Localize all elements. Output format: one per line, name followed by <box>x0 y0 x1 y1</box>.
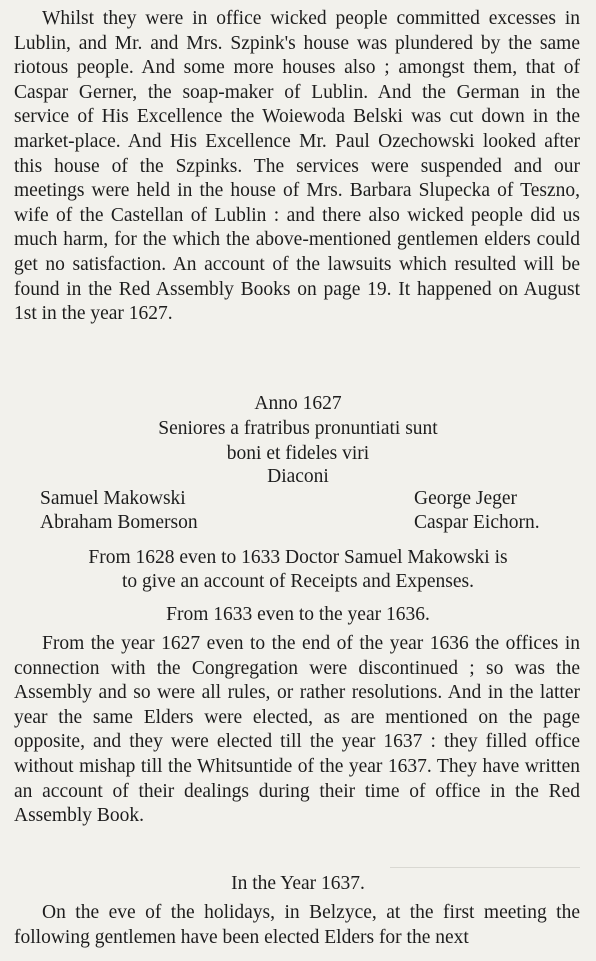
paragraph-1637-election: On the eve of the holidays, in Belzyce, at the first meeting the following gentlemen have been elected Elders for the next <box>14 902 580 948</box>
name-abraham-bomerson: Abraham Bomerson <box>40 512 198 533</box>
name-samuel-makowski: Samuel Makowski <box>40 488 186 509</box>
receipts-line-1: From 1628 even to 1633 Doctor Samuel Makowski is <box>88 547 508 568</box>
faint-divider <box>390 867 580 868</box>
section-heading-1633: From 1633 even to the year 1636. <box>166 604 430 625</box>
diaconi-heading: Diaconi <box>267 466 329 487</box>
name-caspar-eichorn: Caspar Eichorn. <box>414 512 540 533</box>
paragraph-1627-events: Whilst they were in office wicked people committed excesses in Lublin, and Mr. and Mrs. Szpink's house was plundered by the same riotous people. And some more houses also ; amongst them, that of Caspar Gerner, the soap-maker of Lublin. And the German in the service of His Excellence the Woiewoda Belski was cut down in the market-place. And His Excellence Mr. Paul Ozechowski looked after this house of the Szpinks. The services were suspended and our meetings were held in the house of Mrs. Barbara Slupecka of Teszno, wife of the Castellan of Lublin : and there also wicked people did us much harm, for the which the above-mentioned gentlemen elders could get no satisfaction. An account of the lawsuits which resulted will be found in the Red Assembly Books on page 19. It happened on August 1st in the year 1627. <box>14 8 580 325</box>
paragraph-1627-1636: From the year 1627 even to the end of the year 1636 the offices in connection with the Congregation were discontinued ; so was the Assembly and so were all rules, or rather resolutions. And in the latter year the same Elders were elected, as are mentioned on the page opposite, and they were elected till the year 1637 : they filled office without mishap till the Whitsuntide of the year 1637. They have written an account of their dealings during their time of office in the Red Assembly Book. <box>14 633 580 827</box>
seniores-line-2: boni et fideles viri <box>226 443 370 464</box>
seniores-line-1: Seniores a fratribus pronuntiati sunt <box>158 418 438 439</box>
receipts-line-2: to give an account of Receipts and Expenses. <box>122 571 474 592</box>
section-heading-1637: In the Year 1637. <box>231 873 365 894</box>
name-george-jeger: George Jeger <box>414 488 518 509</box>
anno-1627-heading: Anno 1627 <box>254 393 342 414</box>
